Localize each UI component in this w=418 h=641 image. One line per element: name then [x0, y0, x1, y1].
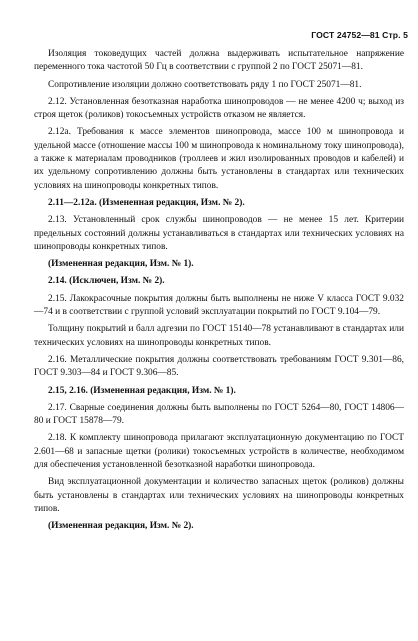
- paragraph-2-17: 2.17. Сварные соединения должны быть выполнены по ГОСТ 5264—80, ГОСТ 14806—80 и ГОСТ 15878—79.: [34, 402, 404, 427]
- amendment-note-2-15-2-16: 2.15, 2.16. (Измененная редакция, Изм. № 1).: [48, 385, 236, 396]
- page-header: ГОСТ 24752—81 Стр. 5: [311, 30, 408, 40]
- amendment-note-2-13: (Измененная редакция, Изм. № 1).: [48, 259, 194, 270]
- paragraph-2-18: 2.18. К комплекту шинопровода прилагают эксплуатационную документацию по ГОСТ 2.601—68 и запасные щетки (ролики) токосъемных устройств в количестве, необходимом для обеспечения установленной безотказной наработки шинопровода.: [34, 433, 404, 471]
- paragraph-coating-thickness: Толщину покрытий и балл адгезии по ГОСТ 15140—78 устанавливают в стандартах или технических условиях на шинопроводы конкретных типов.: [34, 324, 404, 348]
- amendment-note-2-11-2-12a: 2.11—2.12а. (Измененная редакция, Изм. № 2).: [48, 197, 245, 208]
- paragraph-documentation-type: Вид эксплуатационной документации и количество запасных щеток (роликов) должны быть установлены в стандартах или технических условиях на шинопроводы конкретных типов.: [34, 477, 404, 514]
- amendment-note-2-18: (Измененная редакция, Изм. № 2).: [48, 521, 194, 532]
- document-body: [34, 48, 404, 538]
- paragraph-2-15: 2.15. Лакокрасочные покрытия должны быть выполнены не ниже V класса ГОСТ 9.032—74 и в соответствии с группой условий эксплуатации покрытий по ГОСТ 9.104—79.: [34, 293, 404, 318]
- paragraph-insulation-resistance: Сопротивление изоляции должно соответствовать ряду 1 по ГОСТ 25071—81.: [48, 79, 362, 90]
- paragraph-2-14-excluded: 2.14. (Исключен, Изм. № 2).: [48, 276, 165, 287]
- paragraph-2-16: 2.16. Металлические покрытия должны соответствовать требованиям ГОСТ 9.301—86, ГОСТ 9.303—84 и ГОСТ 9.306—85.: [34, 354, 404, 379]
- paragraph-insulation-test: Изоляция токоведущих частей должна выдерживать испытательное напряжение переменного тока частотой 50 Гц в соответствии с группой 2 по ГОСТ 25071—81.: [34, 49, 404, 73]
- paragraph-2-12: 2.12. Установленная безотказная наработка шинопроводов — не менее 4200 ч; выход из строя щеток (роликов) токосъемных устройств отказом не является.: [34, 96, 404, 121]
- paragraph-2-12a: 2.12а. Требования к массе элементов шинопровода, массе 100 м шинопровода и удельной массе (отношение массы 100 м шинопровода к номинальному току шинопровода), а также к материалам проводников (троллеев и жил изолированных проводов и кабелей) и их удельному сопротивлению должны быть установлены в стандартах или технических условиях на шинопроводы конкретных типов.: [34, 127, 404, 191]
- paragraph-2-13: 2.13. Установленный срок службы шинопроводов — не менее 15 лет. Критерии предельных состояний должны устанавливаться в стандартах или технических условиях на шинопроводы конкретных типов.: [34, 215, 404, 252]
